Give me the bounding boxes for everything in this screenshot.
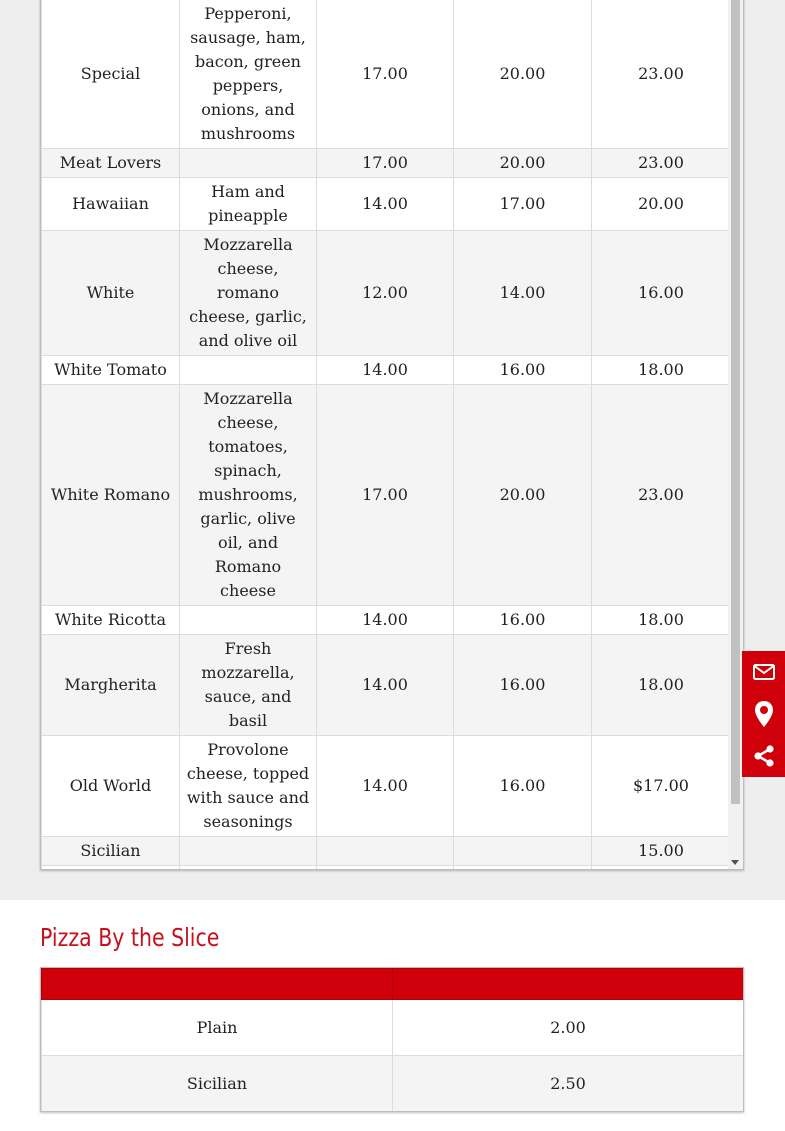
slice-table-container (40, 967, 744, 1112)
table-row (42, 837, 731, 866)
price-medium (454, 837, 592, 866)
slice-price: 2.00 (393, 1000, 744, 1056)
price-large: 23.00 (592, 385, 731, 606)
pizza-description (180, 356, 317, 385)
table-row (42, 1000, 744, 1056)
header-cell (42, 969, 393, 1000)
pizza-name: Special (42, 0, 180, 149)
table-row (42, 385, 731, 606)
table-row (42, 606, 731, 635)
pizza-menu-scroll-area[interactable] (41, 0, 730, 869)
map-pin-icon (754, 700, 774, 728)
price-small: 12.00 (317, 231, 454, 356)
slice-section-title: Pizza By the Slice (40, 923, 220, 952)
price-small: 14.00 (317, 178, 454, 231)
price-small: 17.00 (317, 385, 454, 606)
pizza-description (180, 837, 317, 866)
price-medium: 17.00 (454, 178, 592, 231)
slice-table-header (42, 969, 744, 1000)
price-large: 20.00 (592, 178, 731, 231)
pizza-description: Ham and pineapple (180, 178, 317, 231)
price-medium: 20.00 (454, 149, 592, 178)
price-medium: 16.00 (454, 736, 592, 837)
pizza-name: Sicilian (42, 837, 180, 866)
scroll-down-arrow-icon[interactable] (731, 860, 739, 865)
table-row (42, 231, 731, 356)
price-medium: 20.00 (454, 385, 592, 606)
vertical-scrollbar[interactable] (728, 0, 743, 869)
price-large: 18.00 (592, 356, 731, 385)
pizza-name (42, 866, 180, 870)
envelope-icon (753, 664, 775, 680)
price-large: 23.00 (592, 149, 731, 178)
price-medium (454, 866, 592, 870)
price-small: 17.00 (317, 149, 454, 178)
pizza-description: Fresh mozzarella, sauce, and basil (180, 635, 317, 736)
location-button[interactable] (742, 693, 785, 735)
email-button[interactable] (742, 651, 785, 693)
table-row (42, 356, 731, 385)
slice-price: 2.50 (393, 1056, 744, 1112)
price-medium: 16.00 (454, 606, 592, 635)
pizza-name: Margherita (42, 635, 180, 736)
pizza-name: White Ricotta (42, 606, 180, 635)
pizza-name: Old World (42, 736, 180, 837)
table-row (42, 178, 731, 231)
price-medium: 16.00 (454, 356, 592, 385)
pizza-description: Provolone cheese, topped with sauce and seasonings (180, 736, 317, 837)
table-row (42, 736, 731, 837)
price-medium: 16.00 (454, 635, 592, 736)
price-small: 14.00 (317, 356, 454, 385)
slice-name: Plain (42, 1000, 393, 1056)
price-large: 16.00 (592, 231, 731, 356)
table-row (42, 635, 731, 736)
share-icon (753, 745, 775, 767)
pizza-name: White (42, 231, 180, 356)
pizza-name: Meat Lovers (42, 149, 180, 178)
pizza-description (180, 866, 317, 870)
price-large: $17.00 (592, 736, 731, 837)
price-large: 23.00 (592, 0, 731, 149)
price-large: 18.00 (592, 606, 731, 635)
pizza-menu-table-container[interactable] (40, 0, 744, 870)
price-small (317, 837, 454, 866)
price-small: 14.00 (317, 736, 454, 837)
price-small (317, 866, 454, 870)
price-large: 18.00 (592, 635, 731, 736)
pizza-description: Mozzarella cheese, romano cheese, garlic, and olive oil (180, 231, 317, 356)
pizza-name: White Romano (42, 385, 180, 606)
slice-name: Sicilian (42, 1056, 393, 1112)
price-medium: 14.00 (454, 231, 592, 356)
price-small: 14.00 (317, 635, 454, 736)
pizza-menu-table (41, 0, 730, 869)
pizza-name: Hawaiian (42, 178, 180, 231)
price-large: 15.00 (592, 837, 731, 866)
header-cell (393, 969, 744, 1000)
table-row (42, 0, 731, 149)
pizza-description: Mozzarella cheese, tomatoes, spinach, mushrooms, garlic, olive oil, and Romano cheese (180, 385, 317, 606)
price-small: 17.00 (317, 0, 454, 149)
share-button[interactable] (742, 735, 785, 777)
scrollbar-thumb[interactable] (731, 0, 740, 804)
pizza-name: White Tomato (42, 356, 180, 385)
table-row (42, 866, 731, 870)
pizza-description: Pepperoni, sausage, ham, bacon, green peppers, onions, and mushrooms (180, 0, 317, 149)
price-large (592, 866, 731, 870)
side-action-bar (742, 651, 785, 777)
pizza-description (180, 149, 317, 178)
price-small: 14.00 (317, 606, 454, 635)
slice-table (41, 968, 744, 1112)
table-row (42, 1056, 744, 1112)
price-medium: 20.00 (454, 0, 592, 149)
pizza-description (180, 606, 317, 635)
table-row (42, 149, 731, 178)
